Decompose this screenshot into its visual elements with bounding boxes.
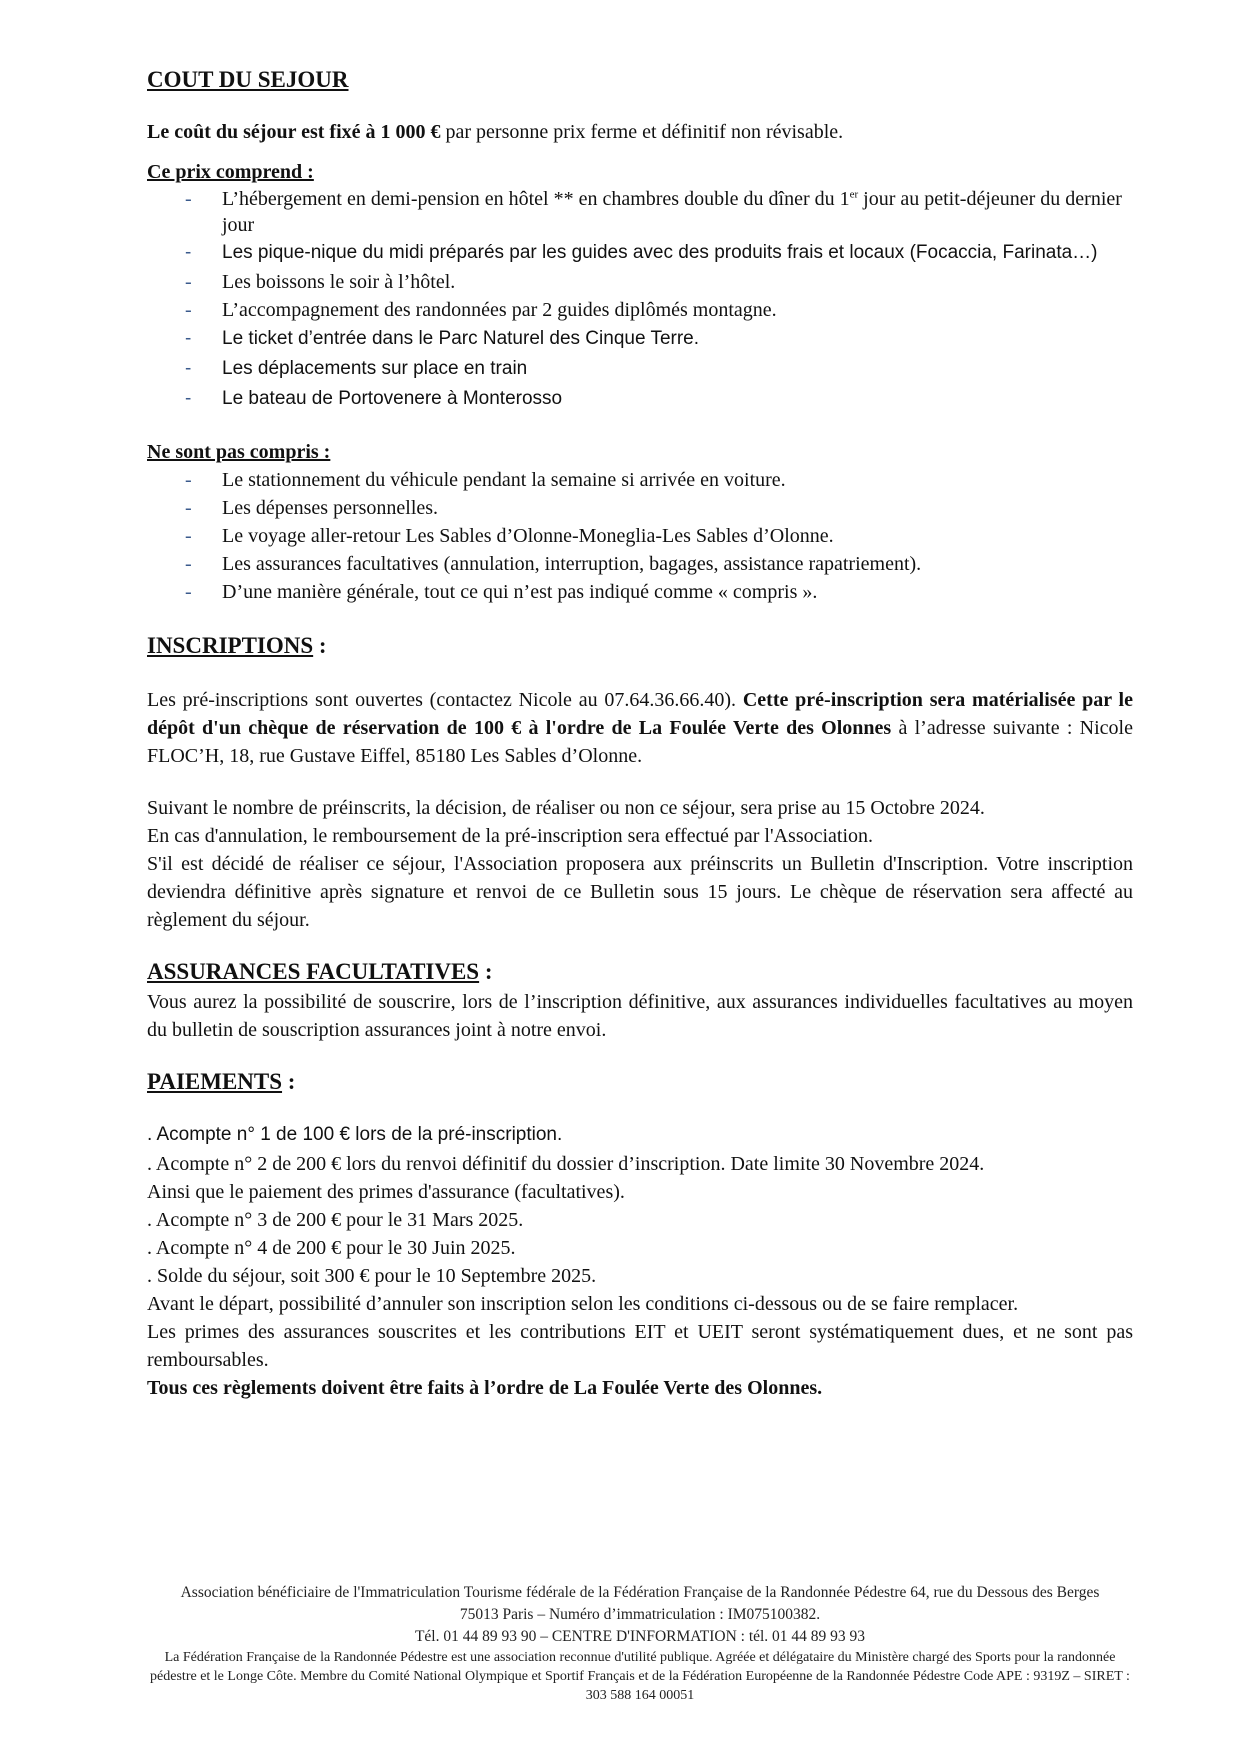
inscriptions-paragraph-3: En cas d'annulation, le remboursement de la pré-inscription sera effectué par l'Association. <box>147 825 874 847</box>
list-item: - L’accompagnement des randonnées par 2 guides diplômés montagne. <box>147 296 1133 324</box>
list-item: - Les dépenses personnelles. <box>147 494 1133 522</box>
list-item: - Le ticket d’entrée dans le Parc Naturel des Cinque Terre. <box>147 324 1133 354</box>
includes-title: Ce prix comprend : <box>147 161 314 183</box>
assurances-text: Vous aurez la possibilité de souscrire, lors de l’inscription définitive, aux assurances individuelles facultatives au moyen du bulletin de souscription assurances joint à notre envoi. <box>147 991 1133 1041</box>
inscriptions-paragraph-4: S'il est décidé de réaliser ce séjour, l'Association proposera aux préinscrits un Bulletin d'Inscription. Votre inscription deviendra définitive après signature et renvoi de ce Bulletin sous 15 jours. Le chèque de réservation sera affecté au règlement du séjour. <box>147 853 1133 931</box>
document-body <box>147 64 1133 1402</box>
excludes-title: Ne sont pas compris : <box>147 441 331 463</box>
paiements-heading: PAIEMENTS : <box>147 1069 296 1094</box>
list-item: - Le bateau de Portovenere à Monterosso <box>147 384 1133 414</box>
payment-line-5: . Acompte n° 4 de 200 € pour le 30 Juin 2025. <box>147 1237 516 1259</box>
cost-intro <box>147 118 1133 146</box>
inscriptions-heading: INSCRIPTIONS : <box>147 633 327 658</box>
cost-intro-bold: Le coût du séjour est fixé à 1 000 € <box>147 121 441 143</box>
list-item: - D’une manière générale, tout ce qui n’est pas indiqué comme « compris ». <box>147 578 1133 606</box>
payment-line-3: Ainsi que le paiement des primes d'assurance (facultatives). <box>147 1181 625 1203</box>
includes-list <box>147 186 1133 414</box>
footer <box>140 1582 1140 1705</box>
inscriptions-paragraph-2: Suivant le nombre de préinscrits, la décision, de réaliser ou non ce séjour, sera prise au 15 Octobre 2024. <box>147 797 985 819</box>
payment-line-6: . Solde du séjour, soit 300 € pour le 10 Septembre 2025. <box>147 1265 597 1287</box>
footer-line-1: Association bénéficiaire de l'Immatriculation Tourisme fédérale de la Fédération Française de la Randonnée Pédestre 64, rue du Dessous des Berges 75013 Paris – Numéro d’immatriculation : IM075100382. <box>180 1584 1100 1623</box>
payment-line-8: Les primes des assurances souscrites et les contributions EIT et UEIT seront systématiquement dues, et ne sont pas remboursables. <box>147 1321 1133 1371</box>
inscriptions-paragraph-1: Les pré-inscriptions sont ouvertes (contactez Nicole au 07.64.36.66.40). Cette pré-inscription sera matérialisée par le dépôt d'un chèque de réservation de 100 € à l'ordre de La Foulée Verte des Olonnes à l’adresse suivante : Nicole FLOC’H, 18, rue Gustave Eiffel, 85180 Les Sables d’Olonne. <box>147 689 1133 767</box>
footer-line-2: Tél. 01 44 89 93 90 – CENTRE D'INFORMATION : tél. 01 44 89 93 93 <box>414 1628 866 1645</box>
list-item: - Les pique-nique du midi préparés par les guides avec des produits frais et locaux (Focaccia, Farinata…) <box>147 238 1133 268</box>
footer-line-3: La Fédération Française de la Randonnée Pédestre est une association reconnue d'utilité publique. Agréée et délégataire du Ministère chargé des Sports pour la randonnée pédestre et le Longe Côte. Membre du Comité National Olympique et Sportif Français et de la Fédération Européenne de la Randonnée Pédestre Code APE : 9319Z – SIRET : 303 588 164 00051 <box>150 1650 1130 1703</box>
list-item: - Les boissons le soir à l’hôtel. <box>147 268 1133 296</box>
list-item: - Le stationnement du véhicule pendant la semaine si arrivée en voiture. <box>147 466 1133 494</box>
payment-line-9: Tous ces règlements doivent être faits à l’ordre de La Foulée Verte des Olonnes. <box>147 1377 823 1399</box>
payment-line-4: . Acompte n° 3 de 200 € pour le 31 Mars 2025. <box>147 1209 524 1231</box>
list-item: - Les déplacements sur place en train <box>147 354 1133 384</box>
excludes-list <box>147 466 1133 606</box>
payment-line-7: Avant le départ, possibilité d’annuler son inscription selon les conditions ci-dessous ou de se faire remplacer. <box>147 1293 1019 1315</box>
list-item: - Le voyage aller-retour Les Sables d’Olonne-Moneglia-Les Sables d’Olonne. <box>147 522 1133 550</box>
payment-line-1: . Acompte n° 1 de 100 € lors de la pré-inscription. <box>147 1124 563 1145</box>
list-item: - L’hébergement en demi-pension en hôtel ** en chambres double du dîner du 1er jour au petit-déjeuner du dernier jour <box>147 186 1133 238</box>
cost-heading: COUT DU SEJOUR <box>147 67 349 92</box>
list-item: - Les assurances facultatives (annulation, interruption, bagages, assistance rapatriement). <box>147 550 1133 578</box>
assurances-heading: ASSURANCES FACULTATIVES : <box>147 959 493 984</box>
payment-line-2: . Acompte n° 2 de 200 € lors du renvoi définitif du dossier d’inscription. Date limite 30 Novembre 2024. <box>147 1153 985 1175</box>
cost-intro-rest: par personne prix ferme et définitif non révisable. <box>440 121 844 143</box>
